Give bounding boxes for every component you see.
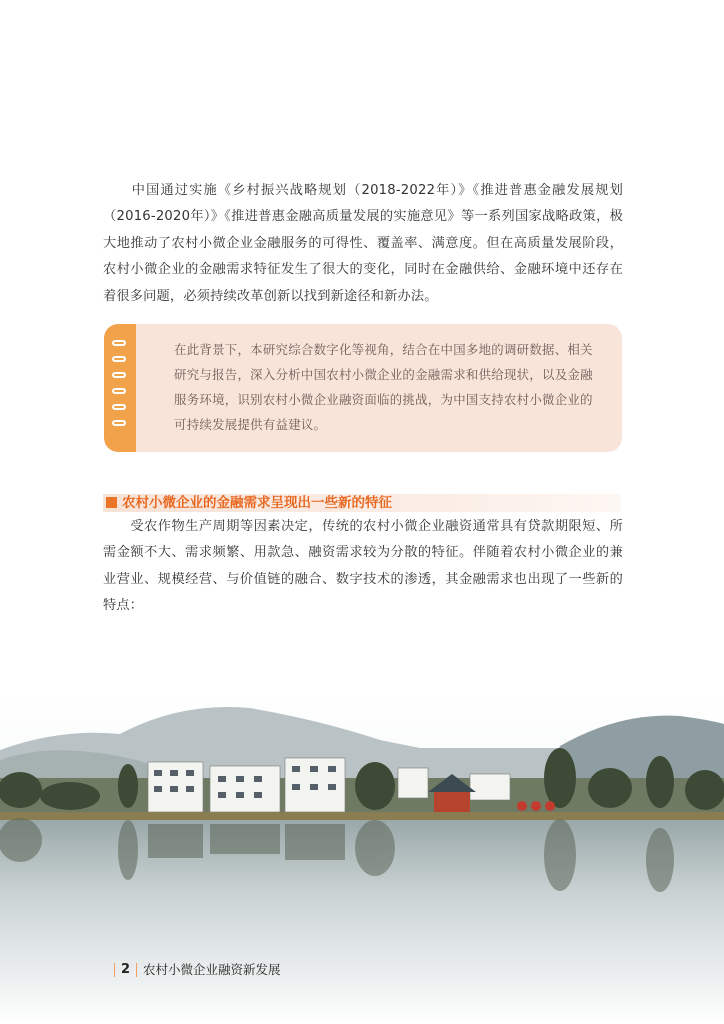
notebook-binding-icon xyxy=(104,324,136,452)
page-footer xyxy=(108,960,281,980)
section-paragraph: 受农作物生产周期等因素决定，传统的农村小微企业融资通常具有贷款期限短、所需金额不大、需求频繁、用款急、融资需求较为分散的特征。伴随着农村小微企业的兼业营业、规模经营、与价值链的融合、数字技术的渗透，其金融需求也出现了一些新的特点： xyxy=(103,519,623,614)
footer-divider xyxy=(114,963,115,977)
callout-box xyxy=(104,324,622,452)
section-square-icon xyxy=(106,497,117,508)
section-heading xyxy=(103,494,621,512)
intro-paragraph: 中国通过实施《乡村振兴战略规划（2018-2022年）》《推进普惠金融发展规划（2016-2020年）》《推进普惠金融高质量发展的实施意见》等一系列国家战略政策，极大地推动了农村小微企业金融服务的可得性、覆盖率、满意度。但在高质量发展阶段，农村小微企业的金融需求特征发生了很大的变化，同时在金融供给、金融环境中还存在着很多问题，必须持续改革创新以找到新途径和新办法。 xyxy=(103,183,623,304)
publication-title: 农村小微企业融资新发展 xyxy=(143,962,281,977)
callout-text: 在此背景下，本研究综合数字化等视角，结合在中国多地的调研数据、相关研究与报告，深入分析中国农村小微企业的金融需求和供给现状，以及金融服务环境，识别农村小微企业融资面临的挑战，为中国支持农村小微企业的可持续发展提供有益建议。 xyxy=(174,342,593,432)
section-title: 农村小微企业的金融需求呈现出一些新的特征 xyxy=(122,495,392,511)
page-number: 2 xyxy=(121,962,131,977)
footer-divider xyxy=(136,963,137,977)
